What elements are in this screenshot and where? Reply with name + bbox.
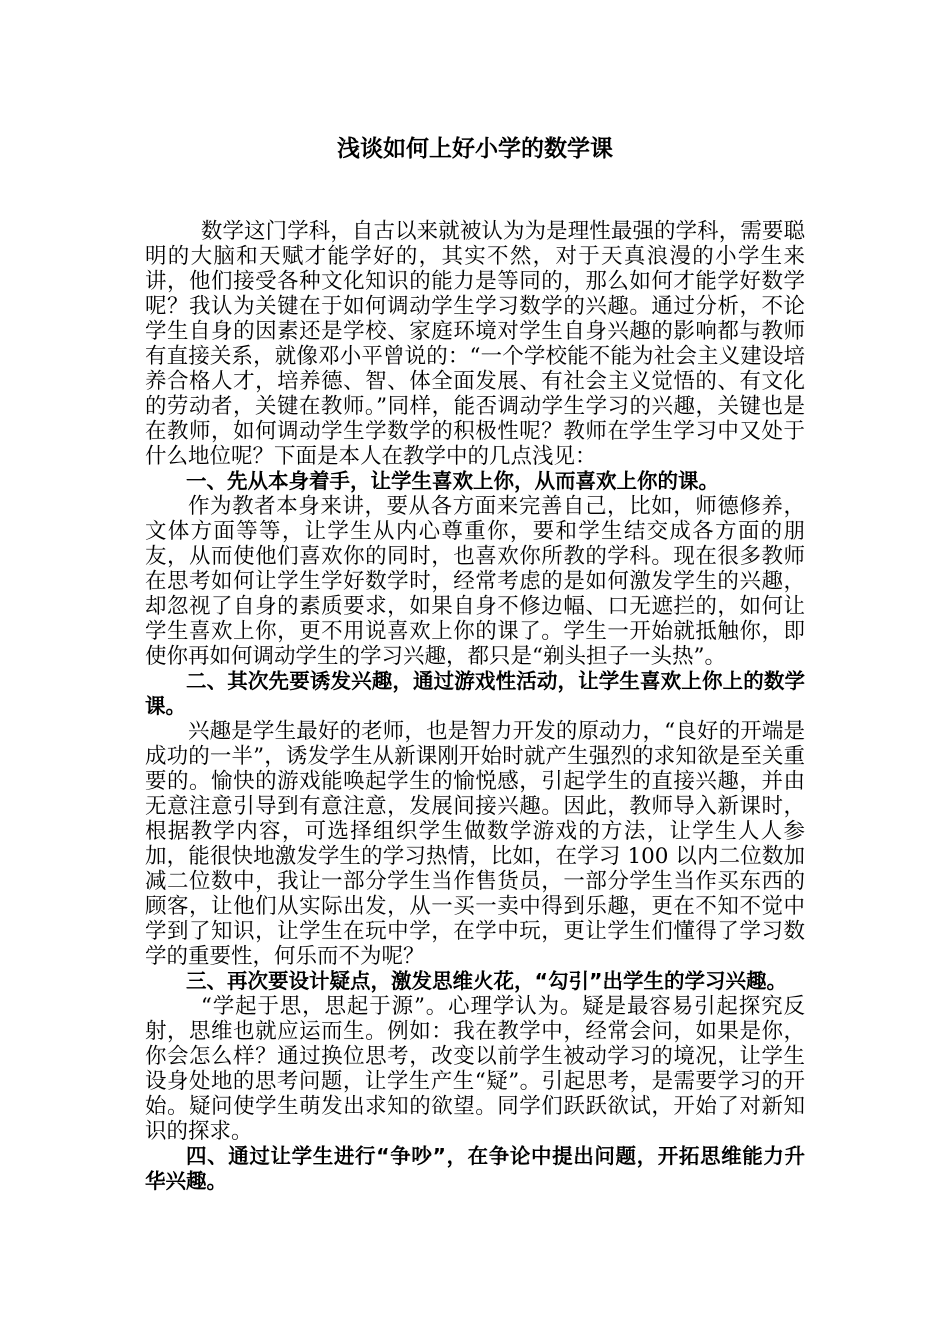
section-heading-1: 一、先从本身着手，让学生喜欢上你，从而喜欢上你的课。 [186,469,719,493]
section-heading-4: 四、通过让学生进行“争吵”，在争论中提出问题，开拓思维能力升华兴趣。 [145,1144,805,1193]
section-heading-3: 三、再次要设计疑点，激发思维火花，“勾引”出学生的学习兴趣。 [186,969,787,993]
section-paragraph-3: “学起于思，思起于源”。心理学认为。疑是最容易引起探究反射，思维也就应运而生。例如：我在教学中，经常会问，如果是你，你会怎么样？通过换位思考，改变以前学生被动学习的境况，让学生设身处地的思考问题，让学生产生“疑”。引起思考，是需要学习的开始。疑问使学生萌发出求知的欲望。同学们跃跃欲试，开始了对新知识的探求。 [145,994,805,1144]
section-heading-2: 二、其次先要诱发兴趣，通过游戏性活动，让学生喜欢上你上的数学课。 [145,669,805,718]
document-title: 浅谈如何上好小学的数学课 [337,136,613,162]
section-paragraph-2: 兴趣是学生最好的老师，也是智力开发的原动力，“良好的开端是成功的一半”，诱发学生从新课刚开始时就产生强烈的求知欲是至关重要的。愉快的游戏能唤起学生的愉悦感，引起学生的直接兴趣，并由无意注意引导到有意注意，发展间接兴趣。因此，教师导入新课时，根据教学内容，可选择组织学生做数学游戏的方法，让学生人人参加，能很快地激发学生的学习热情，比如，在学习 100 以内二位数加减二位数中，我让一部分学生当作售货员，一部分学生当作买东西的顾客，让他们从实际出发，从一买一卖中得到乐趣，更在不知不觉中学到了知识，让学生在玩中学，在学中玩，更让学生们懂得了学习数学的重要性，何乐而不为呢？ [145,719,805,969]
section-paragraph-1: 作为教者本身来讲，要从各方面来完善自己，比如，师德修养，文体方面等等，让学生从内心尊重你，要和学生结交成各方面的朋友，从而使他们喜欢你的同时，也喜欢你所教的学科。现在很多教师在思考如何让学生学好数学时，经常考虑的是如何激发学生的兴趣，却忽视了自身的素质要求，如果自身不修边幅、口无遮拦的，如何让学生喜欢上你，更不用说喜欢上你的课了。学生一开始就抵触你，即使你再如何调动学生的学习兴趣，都只是“剃头担子一头热”。 [145,494,805,669]
document-body [145,219,805,1194]
intro-paragraph: 数学这门学科，自古以来就被认为为是理性最强的学科，需要聪明的大脑和天赋才能学好的，其实不然，对于天真浪漫的小学生来讲，他们接受各种文化知识的能力是等同的，那么如何才能学好数学呢？我认为关键在于如何调动学生学习数学的兴趣。通过分析，不论学生自身的因素还是学校、家庭环境对学生自身兴趣的影响都与教师有直接关系，就像邓小平曾说的：“一个学校能不能为社会主义建设培养合格人才，培养德、智、体全面发展、有社会主义觉悟的、有文化的劳动者，关键在教师。”同样，能否调动学生学习的兴趣，关键也是在教师，如何调动学生学数学的积极性呢？教师在学生学习中又处于什么地位呢？下面是本人在教学中的几点浅见： [145,219,805,469]
